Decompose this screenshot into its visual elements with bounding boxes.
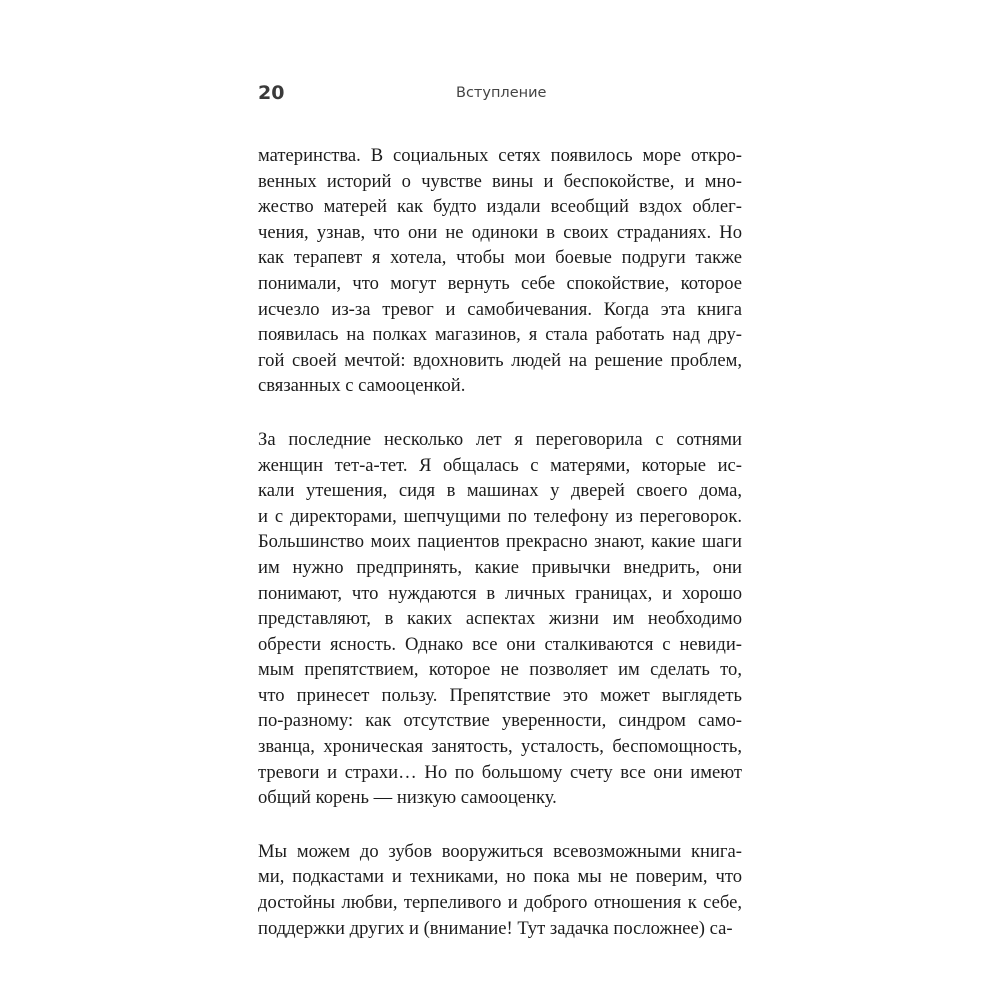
paragraph	[258, 143, 742, 399]
text-line: тревоги и страхи… Но по большому счету все они имеют	[258, 761, 742, 783]
text-line: ми, подкастами и техниками, но пока мы не поверим, что	[258, 866, 742, 888]
text-line: чения, узнав, что они не одиноки в своих страданиях. Но	[258, 221, 742, 243]
text-line: венных историй о чувстве вины и беспокойстве, и мно-	[258, 170, 742, 192]
text-line: жество матерей как будто издали всеобщий вздох облег-	[258, 196, 742, 218]
body-text	[258, 143, 742, 969]
text-line: и с директорами, шепчущими по телефону из переговорок.	[258, 505, 742, 527]
text-line: мым препятствием, которое не позволяет им сделать то,	[258, 659, 742, 681]
text-line: поддержки других и (внимание! Тут задачка посложнее) са-	[258, 917, 733, 939]
text-line: что принесет пользу. Препятствие это может выглядеть	[258, 684, 742, 706]
page-number: 20	[258, 82, 285, 104]
paragraph	[258, 427, 742, 811]
text-line: появилась на полках магазинов, я стала работать над дру-	[258, 324, 742, 346]
text-line: по-разному: как отсутствие уверенности, синдром само-	[258, 710, 742, 732]
text-line: женщин тет-а-тет. Я общалась с матерями, которые ис-	[258, 454, 742, 476]
text-line: За последние несколько лет я переговорила с сотнями	[258, 428, 742, 450]
text-line: званца, хроническая занятость, усталость, беспомощность,	[258, 736, 742, 758]
text-line: понимали, что могут вернуть себе спокойствие, которое	[258, 272, 742, 294]
text-line: связанных с самооценкой.	[258, 375, 466, 397]
text-line: исчезло из-за тревог и самобичевания. Когда эта книга	[258, 298, 742, 320]
text-line: им нужно предпринять, какие привычки внедрить, они	[258, 556, 742, 578]
text-line: достойны любви, терпеливого и доброго отношения к себе,	[258, 892, 742, 914]
running-head	[258, 80, 744, 110]
text-line: Мы можем до зубов вооружиться всевозможными книга-	[258, 840, 742, 862]
text-line: материнства. В социальных сетях появилось море откро-	[258, 145, 742, 166]
text-line: как терапевт я хотела, чтобы мои боевые подруги также	[258, 247, 742, 269]
text-line: представляют, в каких аспектах жизни им необходимо	[258, 608, 742, 630]
text-line: понимают, что нуждаются в личных границах, и хорошо	[258, 582, 742, 604]
text-line: кали утешения, сидя в машинах у дверей своего дома,	[258, 480, 742, 502]
text-line: обрести ясность. Однако все они сталкиваются с невиди-	[258, 633, 742, 655]
section-title: Вступление	[456, 85, 547, 101]
text-line: гой своей мечтой: вдохновить людей на решение проблем,	[258, 349, 742, 371]
paragraph	[258, 839, 742, 941]
text-line: общий корень — низкую самооценку.	[258, 787, 557, 809]
text-line: Большинство моих пациентов прекрасно знают, какие шаги	[258, 531, 742, 553]
